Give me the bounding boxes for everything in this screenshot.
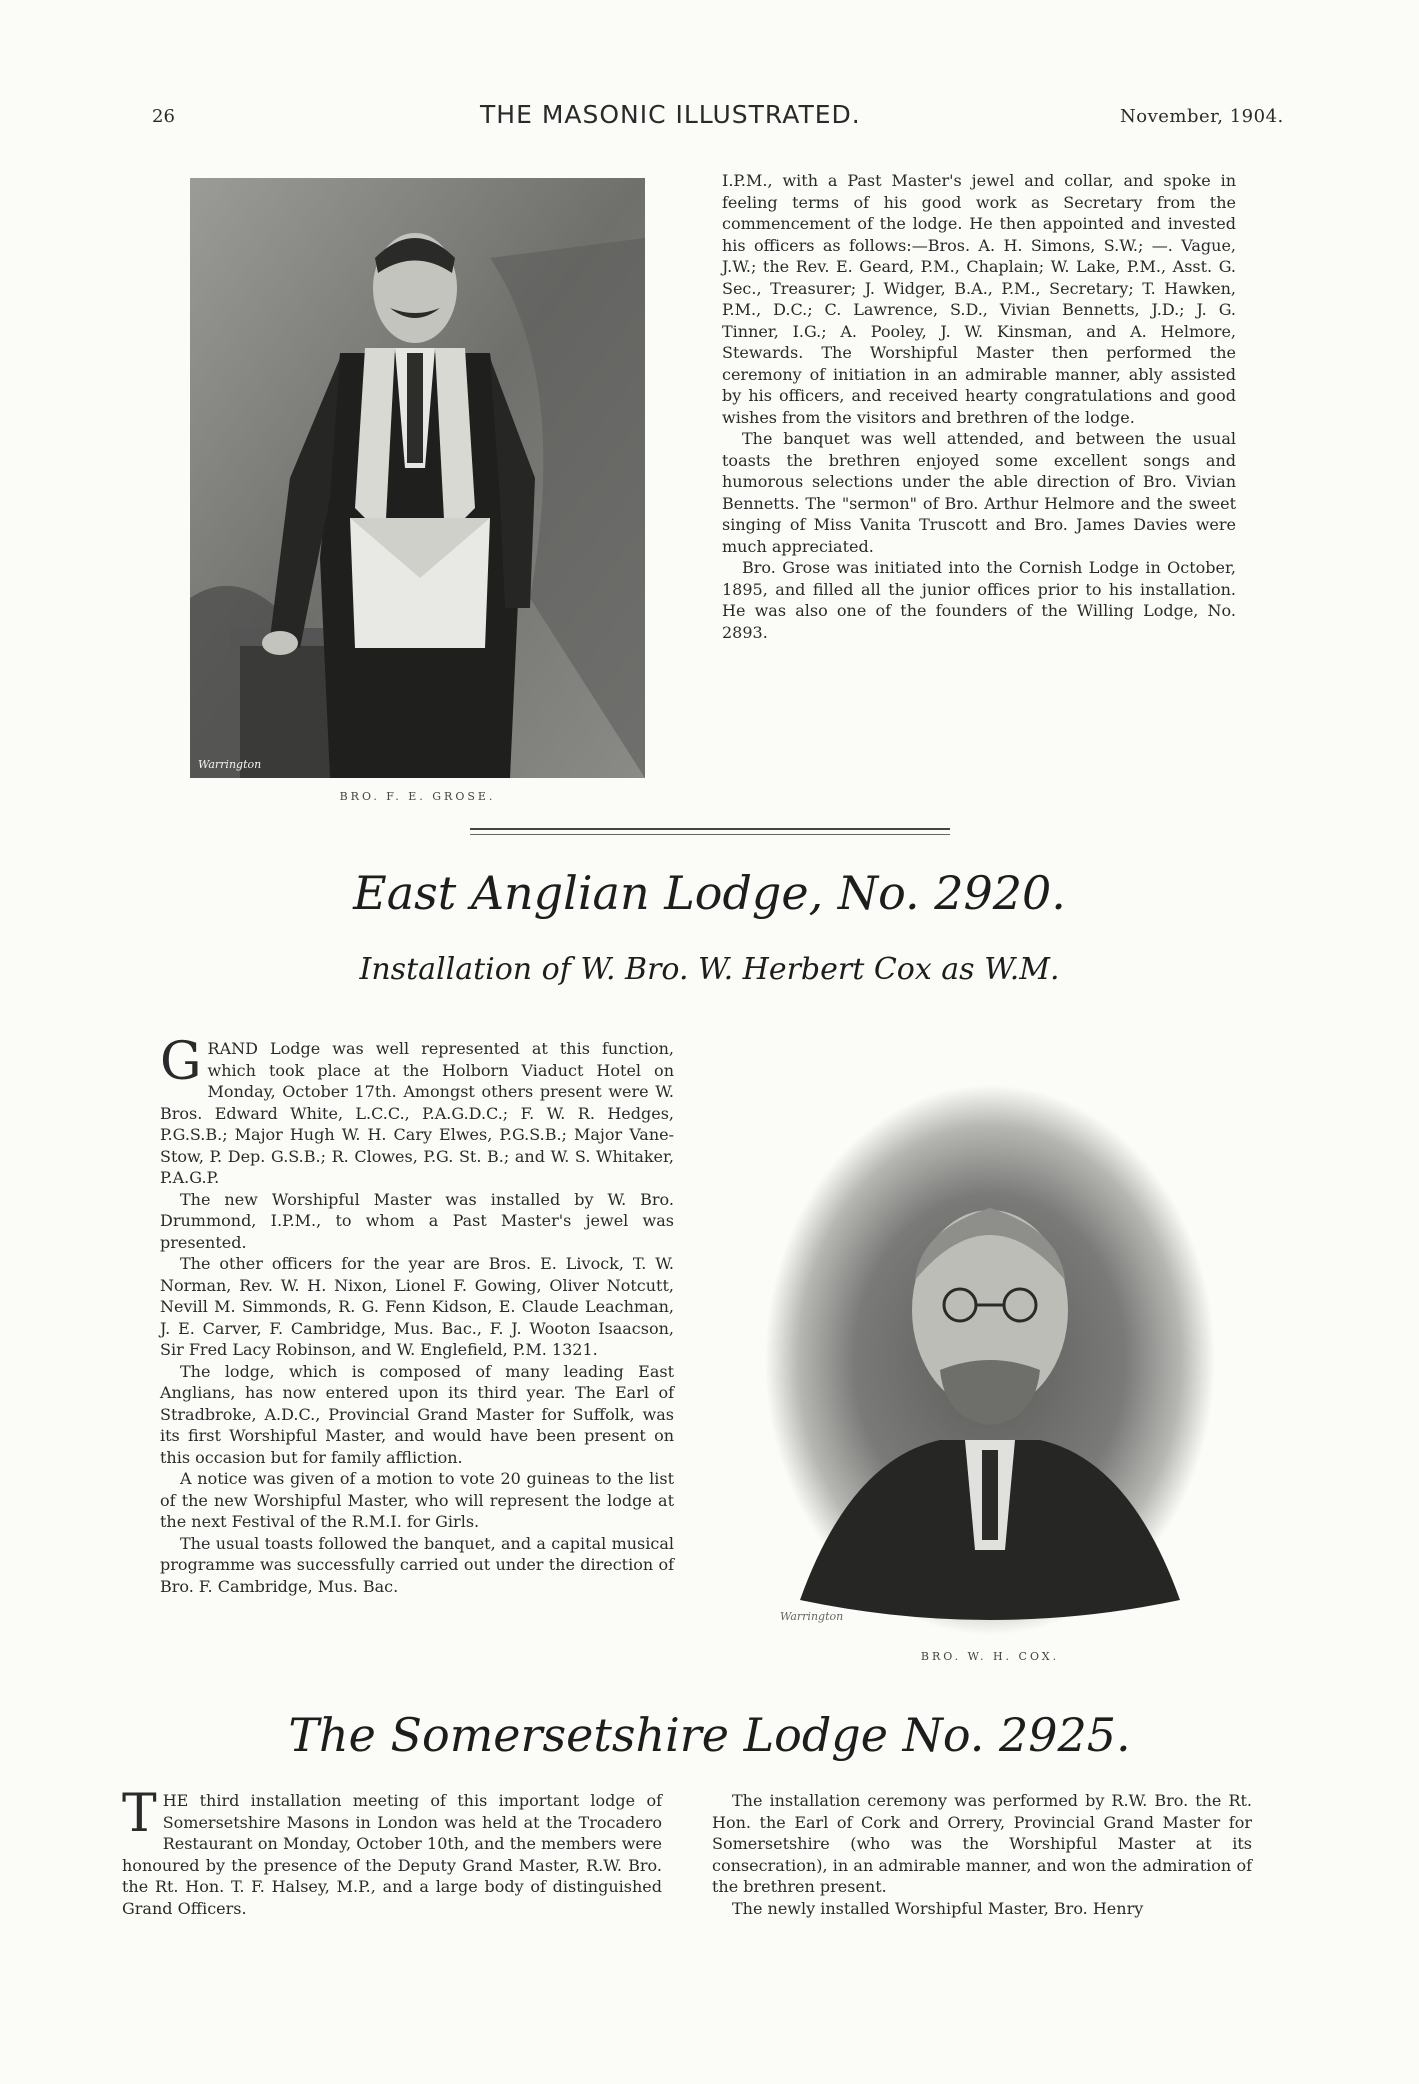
paragraph: The installation ceremony was performed by R.W. Bro. the Rt. Hon. the Earl of Cork and Orrery, Provincial Grand Master for Somersetshire (who was the Worshipful Master at its consecration), in an admirable manner, and won the admiration of the brethren present. bbox=[712, 1791, 1252, 1896]
paragraph: The newly installed Worshipful Master, Bro. Henry bbox=[732, 1898, 1144, 1918]
portrait-grose bbox=[190, 178, 645, 778]
paragraph-text: HE third installation meeting of this important lodge of Somersetshire Masons in London was held at the Trocadero Restaurant on Monday, October 10th, and the members were honoured by the presence of the Deputy Grand Master, R.W. Bro. the Rt. Hon. T. F. Halsey, M.P., and a large body of distinguished Grand Officers. bbox=[122, 1791, 662, 1918]
paragraph bbox=[122, 1784, 662, 1919]
paragraph: The banquet was well attended, and between the usual toasts the brethren enjoyed some excellent songs and humorous selections under the able direction of Bro. Vivian Bennetts. The "sermon" of Bro. Arthur Helmore and the sweet singing of Miss Vanita Truscott and Bro. James Davies were much appreciated. bbox=[722, 429, 1236, 556]
section-divider bbox=[470, 834, 950, 835]
page-number: 26 bbox=[152, 106, 175, 127]
article-somersetshire-left bbox=[122, 1784, 662, 1919]
portrait-cox-image bbox=[760, 1080, 1220, 1640]
drop-cap: T bbox=[122, 1784, 157, 1844]
issue-date: November, 1904. bbox=[1120, 106, 1284, 127]
photo-caption-grose: BRO. F. E. GROSE. bbox=[339, 790, 496, 803]
portrait-cox bbox=[760, 1080, 1220, 1640]
masthead: THE MASONIC ILLUSTRATED. bbox=[480, 100, 861, 129]
article-grose-continuation bbox=[722, 170, 1236, 643]
article-somersetshire-right bbox=[712, 1790, 1252, 1919]
photographer-signature: Warrington bbox=[198, 758, 262, 771]
paragraph: The lodge, which is composed of many leading East Anglians, has now entered upon its third year. The Earl of Stradbroke, A.D.C., Provincial Grand Master for Suffolk, was its first Worshipful Master, and would have been present on this occasion but for family affliction. bbox=[160, 1361, 674, 1467]
paragraph bbox=[160, 1032, 674, 1189]
section-title-east-anglian: East Anglian Lodge, No. 2920. bbox=[353, 866, 1066, 920]
paragraph: The usual toasts followed the banquet, and a capital musical programme was successfully carried out under the direction of Bro. F. Cambridge, Mus. Bac. bbox=[160, 1533, 674, 1596]
section-subtitle-east-anglian: Installation of W. Bro. W. Herbert Cox as W.M. bbox=[359, 952, 1060, 987]
page-header bbox=[0, 100, 1419, 140]
article-east-anglian bbox=[160, 1032, 674, 1597]
paragraph-text: RAND Lodge was well represented at this function, which took place at the Holborn Viaduct Hotel on Monday, October 17th. Amongst others present were W. Bros. Edward White, L.C.C., P.A.G.D.C.; F. W. R. Hedges, P.G.S.B.; Major Hugh W. H. Cary Elwes, P.G.S.B.; Major Vane-Stow, P. Dep. G.S.B.; R. Clowes, P.G. St. B.; and W. S. Whitaker, P.A.G.P. bbox=[160, 1039, 674, 1187]
paragraph: Bro. Grose was initiated into the Cornish Lodge in October, 1895, and filled all the junior offices prior to his installation. He was also one of the founders of the Willing Lodge, No. 2893. bbox=[722, 558, 1236, 642]
section-title-somersetshire: The Somersetshire Lodge No. 2925. bbox=[288, 1708, 1131, 1762]
photo-caption-cox: BRO. W. H. COX. bbox=[920, 1650, 1060, 1663]
drop-cap: G bbox=[160, 1032, 202, 1092]
section-divider bbox=[470, 828, 950, 830]
paragraph: The other officers for the year are Bros. E. Livock, T. W. Norman, Rev. W. H. Nixon, Lionel F. Gowing, Oliver Notcutt, Nevill M. Simmonds, R. G. Fenn Kidson, E. Claude Leachman, J. E. Carver, F. Cambridge, Mus. Bac., F. J. Wooton Isaacson, Sir Fred Lacy Robinson, and W. Englefield, P.M. 1321. bbox=[160, 1254, 674, 1359]
paragraph: The new Worshipful Master was installed by W. Bro. Drummond, I.P.M., to whom a Past Master's jewel was presented. bbox=[160, 1189, 674, 1252]
photographer-signature: Warrington bbox=[780, 1610, 844, 1623]
paragraph: I.P.M., with a Past Master's jewel and collar, and spoke in feeling terms of his good work as Secretary from the commencement of the lodge. He then appointed and invested his officers as follows:—Bros. A. H. Simons, S.W.; —. Vague, J.W.; the Rev. E. Geard, P.M., Chaplain; W. Lake, P.M., Asst. G. Sec., Treasurer; J. Widger, B.A., P.M., Secretary; T. Hawken, P.M., D.C.; C. Lawrence, S.D., Vivian Bennetts, J.D.; J. G. Tinner, I.G.; A. Pooley, J. W. Kinsman, and A. Helmore, Stewards. The Worshipful Master then performed the ceremony of initiation in an admirable manner, ably assisted by his officers, and received hearty congratulations and good wishes from the visitors and brethren of the lodge. bbox=[722, 171, 1236, 427]
paragraph: A notice was given of a motion to vote 20 guineas to the list of the new Worshipful Master, who will represent the lodge at the next Festival of the R.M.I. for Girls. bbox=[160, 1469, 674, 1531]
portrait-grose-image bbox=[190, 178, 645, 778]
